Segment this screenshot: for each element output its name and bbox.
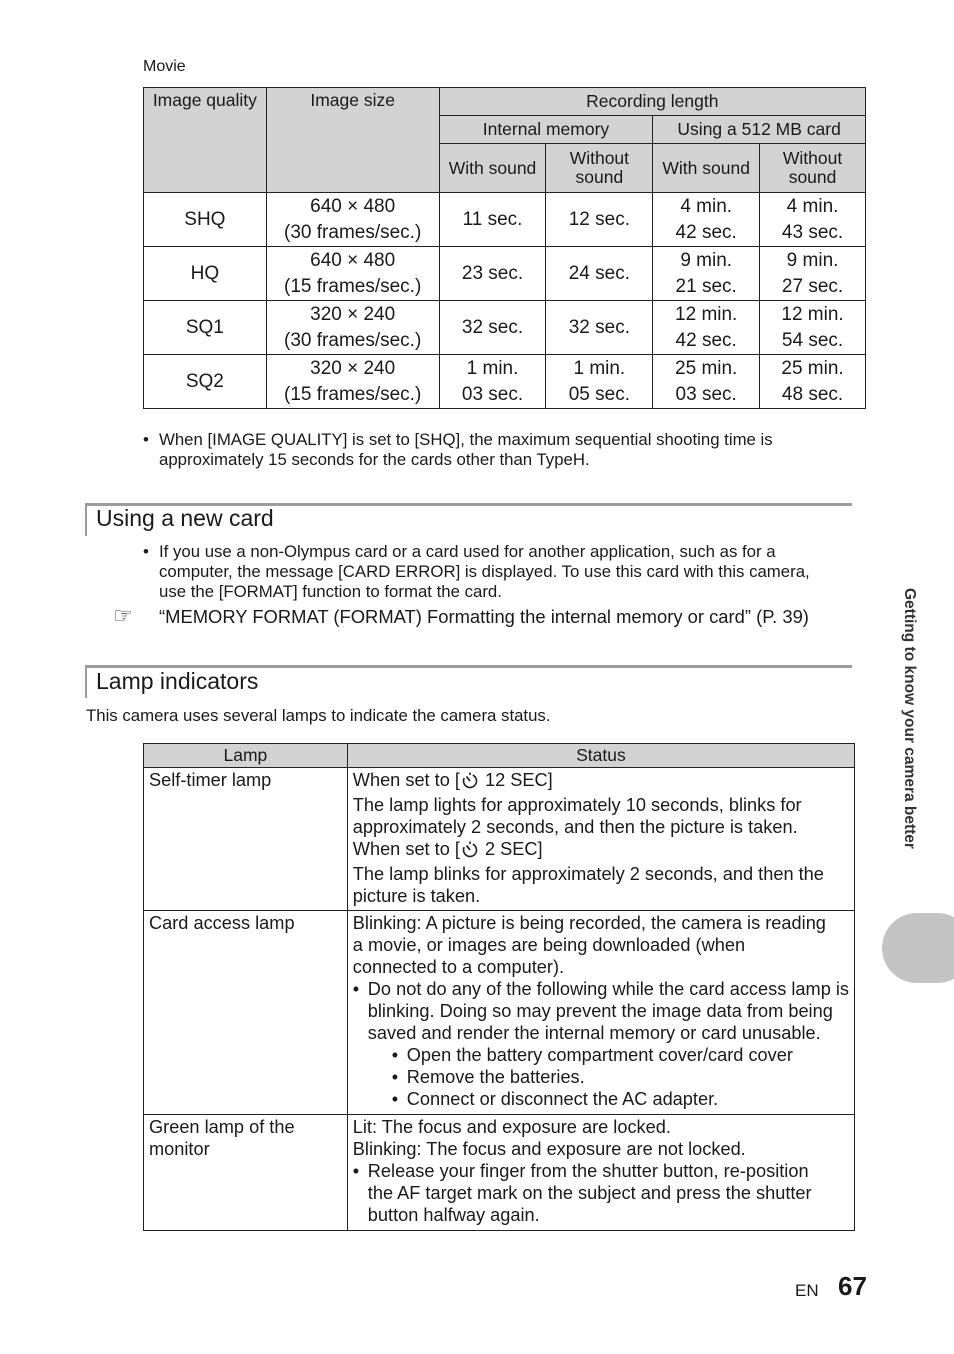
status-cell: When set to [ 12 SEC] The lamp lights for approximately 10 seconds, blinks for approximately 2 seconds, and then the picture is taken. When set to [ 2 SEC] The lamp blinks for approximately 2 seconds, and then the picture is taken. <box>347 768 854 911</box>
section-tick <box>85 503 87 536</box>
quality-cell: SQ1 <box>144 301 267 355</box>
card-without-sound-cell: 12 min. 54 sec. <box>760 301 866 355</box>
format-reference-text: “MEMORY FORMAT (FORMAT) Formatting the internal memory or card” (P. 39) <box>159 606 809 627</box>
header-internal-memory: Internal memory <box>439 116 653 144</box>
table-row <box>144 193 866 247</box>
lamp-intro: This camera uses several lamps to indicate the camera status. <box>86 706 551 725</box>
quality-cell: SHQ <box>144 193 267 247</box>
movie-note-line: When [IMAGE QUALITY] is set to [SHQ], the maximum sequential shooting time is <box>159 430 773 449</box>
pointing-hand-icon: ☞ <box>113 603 133 628</box>
card-with-sound-cell: 4 min. 42 sec. <box>653 193 760 247</box>
header-without-sound-card: Without sound <box>760 144 866 193</box>
internal-with-sound-cell: 32 sec. <box>439 301 546 355</box>
card-without-sound-cell: 9 min. 27 sec. <box>760 247 866 301</box>
new-card-note-line: use the [FORMAT] function to format the card. <box>159 582 502 601</box>
internal-with-sound-cell: 11 sec. <box>439 193 546 247</box>
status-cell: Lit: The focus and exposure are locked. Blinking: The focus and exposure are not locked. • Release your finger from the shutter button, re-position the AF target mark on the subject and press the shutter button halfway again. <box>347 1115 854 1231</box>
internal-without-sound-cell: 1 min. 05 sec. <box>546 355 653 409</box>
internal-without-sound-cell: 12 sec. <box>546 193 653 247</box>
internal-without-sound-cell: 32 sec. <box>546 301 653 355</box>
table-row <box>144 301 866 355</box>
new-card-note-line: If you use a non-Olympus card or a card used for another application, such as for a <box>159 542 776 561</box>
table-row <box>144 911 855 1115</box>
internal-with-sound-cell: 1 min. 03 sec. <box>439 355 546 409</box>
self-timer-icon <box>461 840 479 863</box>
lamp-name-cell: Self-timer lamp <box>144 768 348 911</box>
header-image-quality: Image quality <box>144 88 267 193</box>
header-without-sound-internal: Without sound <box>546 144 653 193</box>
movie-label: Movie <box>143 58 186 75</box>
footer-language: EN <box>795 1281 819 1300</box>
side-tab-label: Getting to know your camera better <box>901 588 918 849</box>
table-row <box>144 355 866 409</box>
size-cell: 320 × 240 (30 frames/sec.) <box>266 301 439 355</box>
new-card-note-line: computer, the message [CARD ERROR] is displayed. To use this card with this camera, <box>159 562 810 581</box>
table-row <box>144 768 855 911</box>
card-with-sound-cell: 12 min. 42 sec. <box>653 301 760 355</box>
card-with-sound-cell: 9 min. 21 sec. <box>653 247 760 301</box>
movie-note-line: approximately 15 seconds for the cards other than TypeH. <box>159 450 590 469</box>
table-row <box>144 1115 855 1231</box>
size-cell: 640 × 480 (30 frames/sec.) <box>266 193 439 247</box>
header-status: Status <box>347 744 854 768</box>
table-row <box>144 247 866 301</box>
format-reference <box>113 603 873 629</box>
header-lamp: Lamp <box>144 744 348 768</box>
page-number: 67 <box>838 1271 867 1301</box>
movie-note: • When [IMAGE QUALITY] is set to [SHQ], the maximum sequential shooting time is approximately 15 seconds for the cards other than TypeH. <box>143 430 773 469</box>
header-recording-length: Recording length <box>439 88 865 116</box>
size-cell: 640 × 480 (15 frames/sec.) <box>266 247 439 301</box>
size-cell: 320 × 240 (15 frames/sec.) <box>266 355 439 409</box>
internal-without-sound-cell: 24 sec. <box>546 247 653 301</box>
self-timer-icon <box>461 771 479 794</box>
lamp-name-cell: Card access lamp <box>144 911 348 1115</box>
header-512mb-card: Using a 512 MB card <box>653 116 866 144</box>
new-card-note: • If you use a non-Olympus card or a card used for another application, such as for a computer, the message [CARD ERROR] is displayed. To use this card with this camera, use the [FORMAT] function to format the card. <box>143 542 810 601</box>
lamp-indicators-table <box>143 743 855 1231</box>
section-tick <box>85 665 87 698</box>
card-without-sound-cell: 25 min. 48 sec. <box>760 355 866 409</box>
card-with-sound-cell: 25 min. 03 sec. <box>653 355 760 409</box>
header-with-sound-internal: With sound <box>439 144 546 193</box>
side-tab-marker <box>882 913 954 983</box>
header-image-size: Image size <box>266 88 439 193</box>
movie-recording-table <box>143 87 866 409</box>
quality-cell: SQ2 <box>144 355 267 409</box>
card-without-sound-cell: 4 min. 43 sec. <box>760 193 866 247</box>
quality-cell: HQ <box>144 247 267 301</box>
section-title-lamp-indicators: Lamp indicators <box>96 668 259 694</box>
section-title-new-card: Using a new card <box>96 505 274 531</box>
lamp-name-cell: Green lamp of the monitor <box>144 1115 348 1231</box>
header-with-sound-card: With sound <box>653 144 760 193</box>
status-cell: Blinking: A picture is being recorded, the camera is reading a movie, or images are being downloaded (when connected to a computer). • Do not do any of the following while the card access lamp is blinking. Doing so may prevent the image data from being saved and render the internal memory or card unusable. • Open the battery compartment cover/card cover • Remove the batteries. • Connect or disconnect the AC adapter. <box>347 911 854 1115</box>
internal-with-sound-cell: 23 sec. <box>439 247 546 301</box>
